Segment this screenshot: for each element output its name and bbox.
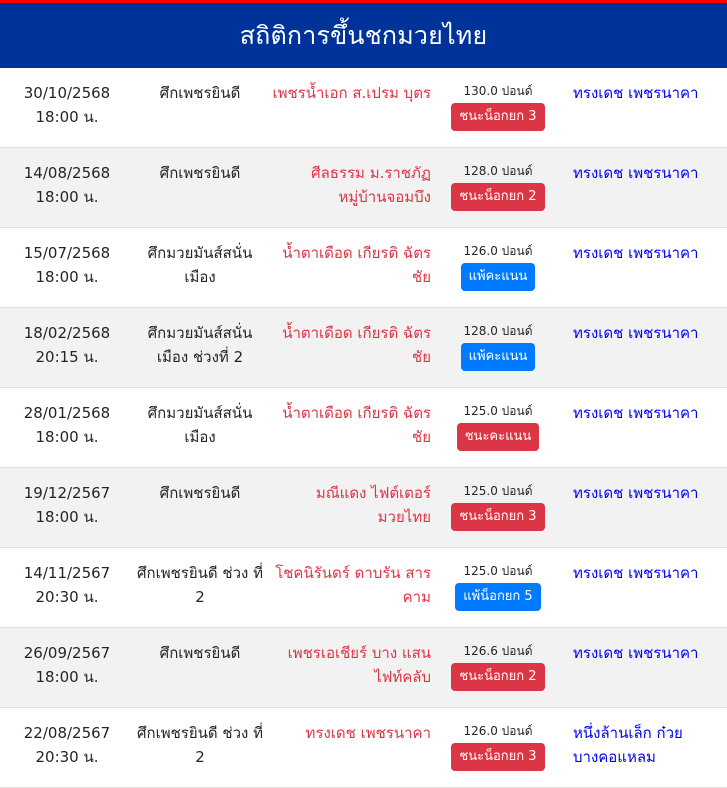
fight-result bbox=[431, 628, 565, 691]
fight-date: 22/08/2567 bbox=[23, 724, 111, 742]
opponent-link[interactable]: ทรงเดช เพชรนาคา bbox=[573, 244, 699, 262]
fight-date: 26/09/2567 bbox=[23, 644, 111, 662]
table-row bbox=[0, 388, 727, 468]
fight-datetime bbox=[0, 388, 134, 449]
fighter-name[interactable]: เพชรน้ำเอก ส.เปรม บุตร bbox=[272, 84, 431, 102]
fight-result bbox=[431, 308, 565, 371]
fighter-name[interactable]: ทรงเดช เพชรนาคา bbox=[305, 724, 431, 742]
fight-datetime bbox=[0, 148, 134, 209]
fight-date: 30/10/2568 bbox=[23, 84, 111, 102]
opponent-name bbox=[565, 548, 727, 585]
weight-value: 126.0 ปอนด์ bbox=[463, 724, 533, 738]
fight-datetime bbox=[0, 628, 134, 689]
table-row bbox=[0, 148, 727, 228]
event-name: ศึกเพชรยินดี ช่วง ที่ 2 bbox=[137, 564, 263, 606]
fight-date: 14/08/2568 bbox=[23, 164, 111, 182]
opponent-name bbox=[565, 308, 727, 345]
event-name: ศึกเพชรยินดี ช่วง ที่ 2 bbox=[137, 724, 263, 766]
event-name: ศึกมวยมันส์สนั่นเมือง bbox=[147, 244, 253, 286]
fighter-name[interactable]: ศีลธรรม ม.ราชภัฏ หมู่บ้านจอมบึง bbox=[311, 164, 431, 206]
fight-date: 14/11/2567 bbox=[23, 564, 111, 582]
opponent-link[interactable]: ทรงเดช เพชรนาคา bbox=[573, 564, 699, 582]
fight-time: 20:15 น. bbox=[35, 348, 99, 366]
weight-value: 128.0 ปอนด์ bbox=[463, 164, 533, 178]
fight-time: 18:00 น. bbox=[35, 508, 99, 526]
fight-time: 18:00 น. bbox=[35, 268, 99, 286]
table-row bbox=[0, 628, 727, 708]
weight-value: 130.0 ปอนด์ bbox=[463, 84, 533, 98]
table-row bbox=[0, 548, 727, 628]
fight-datetime bbox=[0, 228, 134, 289]
table-row bbox=[0, 228, 727, 308]
event-name: ศึกเพชรยินดี bbox=[159, 484, 241, 502]
fight-datetime bbox=[0, 68, 134, 129]
event-name: ศึกมวยมันส์สนั่นเมือง ช่วงที่ 2 bbox=[147, 324, 253, 366]
opponent-name bbox=[565, 628, 727, 665]
fight-time: 18:00 น. bbox=[35, 108, 99, 126]
fighter-name[interactable]: เพชรเอเชียร์ บาง แสนไฟท์คลับ bbox=[287, 644, 431, 686]
opponent-link[interactable]: หนึ่งล้านเล็ก ก๋วย บางคอแหลม bbox=[573, 724, 683, 766]
fight-date: 15/07/2568 bbox=[23, 244, 111, 262]
opponent-link[interactable]: ทรงเดช เพชรนาคา bbox=[573, 84, 699, 102]
fighter-name[interactable]: โชคนิรันดร์ ดาบรัน สารคาม bbox=[275, 564, 431, 606]
table-row bbox=[0, 708, 727, 788]
fight-datetime bbox=[0, 708, 134, 769]
fighter-name[interactable]: มณีแดง ไฟต์เตอร์ มวยไทย bbox=[315, 484, 431, 526]
weight-value: 125.0 ปอนด์ bbox=[463, 564, 533, 578]
fight-result bbox=[431, 468, 565, 531]
fight-datetime bbox=[0, 308, 134, 369]
opponent-link[interactable]: ทรงเดช เพชรนาคา bbox=[573, 644, 699, 662]
result-badge: ชนะคะแนน bbox=[457, 423, 540, 451]
fighter-name[interactable]: น้ำตาเดือด เกียรติ ฉัตรชัย bbox=[282, 244, 431, 286]
weight-value: 128.0 ปอนด์ bbox=[463, 324, 533, 338]
opponent-link[interactable]: ทรงเดช เพชรนาคา bbox=[573, 164, 699, 182]
fight-time: 18:00 น. bbox=[35, 428, 99, 446]
result-badge: แพ้คะแนน bbox=[461, 343, 536, 371]
opponent-link[interactable]: ทรงเดช เพชรนาคา bbox=[573, 484, 699, 502]
fight-result bbox=[431, 68, 565, 131]
table-row bbox=[0, 68, 727, 148]
fighter-name[interactable]: น้ำตาเดือด เกียรติ ฉัตรชัย bbox=[282, 324, 431, 366]
fight-time: 18:00 น. bbox=[35, 188, 99, 206]
fight-date: 18/02/2568 bbox=[23, 324, 111, 342]
opponent-name bbox=[565, 68, 727, 105]
weight-value: 126.6 ปอนด์ bbox=[463, 644, 533, 658]
result-badge: ชนะน็อกยก 2 bbox=[451, 663, 544, 691]
result-badge: ชนะน็อกยก 3 bbox=[451, 503, 544, 531]
result-badge: ชนะน็อกยก 2 bbox=[451, 183, 544, 211]
result-badge: ชนะน็อกยก 3 bbox=[451, 103, 544, 131]
opponent-link[interactable]: ทรงเดช เพชรนาคา bbox=[573, 324, 699, 342]
fight-result bbox=[431, 228, 565, 291]
fighter-name[interactable]: น้ำตาเดือด เกียรติ ฉัตรชัย bbox=[282, 404, 431, 446]
fight-result bbox=[431, 148, 565, 211]
result-badge: ชนะน็อกยก 3 bbox=[451, 743, 544, 771]
fight-record-table bbox=[0, 68, 727, 788]
table-row bbox=[0, 308, 727, 388]
fight-result bbox=[431, 708, 565, 771]
fight-result bbox=[431, 388, 565, 451]
fight-time: 20:30 น. bbox=[35, 588, 99, 606]
event-name: ศึกเพชรยินดี bbox=[159, 164, 241, 182]
page-title: สถิติการขึ้นชกมวยไทย bbox=[239, 20, 488, 50]
opponent-name bbox=[565, 468, 727, 505]
weight-value: 126.0 ปอนด์ bbox=[463, 244, 533, 258]
result-badge: แพ้น็อกยก 5 bbox=[455, 583, 540, 611]
opponent-name bbox=[565, 148, 727, 185]
opponent-name bbox=[565, 388, 727, 425]
page-header bbox=[0, 3, 727, 68]
fight-datetime bbox=[0, 468, 134, 529]
event-name: ศึกเพชรยินดี bbox=[159, 84, 241, 102]
fight-datetime bbox=[0, 548, 134, 609]
fight-time: 20:30 น. bbox=[35, 748, 99, 766]
opponent-name bbox=[565, 228, 727, 265]
fight-date: 19/12/2567 bbox=[23, 484, 111, 502]
result-badge: แพ้คะแนน bbox=[461, 263, 536, 291]
table-row bbox=[0, 468, 727, 548]
weight-value: 125.0 ปอนด์ bbox=[463, 404, 533, 418]
fight-date: 28/01/2568 bbox=[23, 404, 111, 422]
event-name: ศึกเพชรยินดี bbox=[159, 644, 241, 662]
opponent-name bbox=[565, 708, 727, 769]
fight-result bbox=[431, 548, 565, 611]
event-name: ศึกมวยมันส์สนั่นเมือง bbox=[147, 404, 253, 446]
fight-time: 18:00 น. bbox=[35, 668, 99, 686]
opponent-link[interactable]: ทรงเดช เพชรนาคา bbox=[573, 404, 699, 422]
weight-value: 125.0 ปอนด์ bbox=[463, 484, 533, 498]
